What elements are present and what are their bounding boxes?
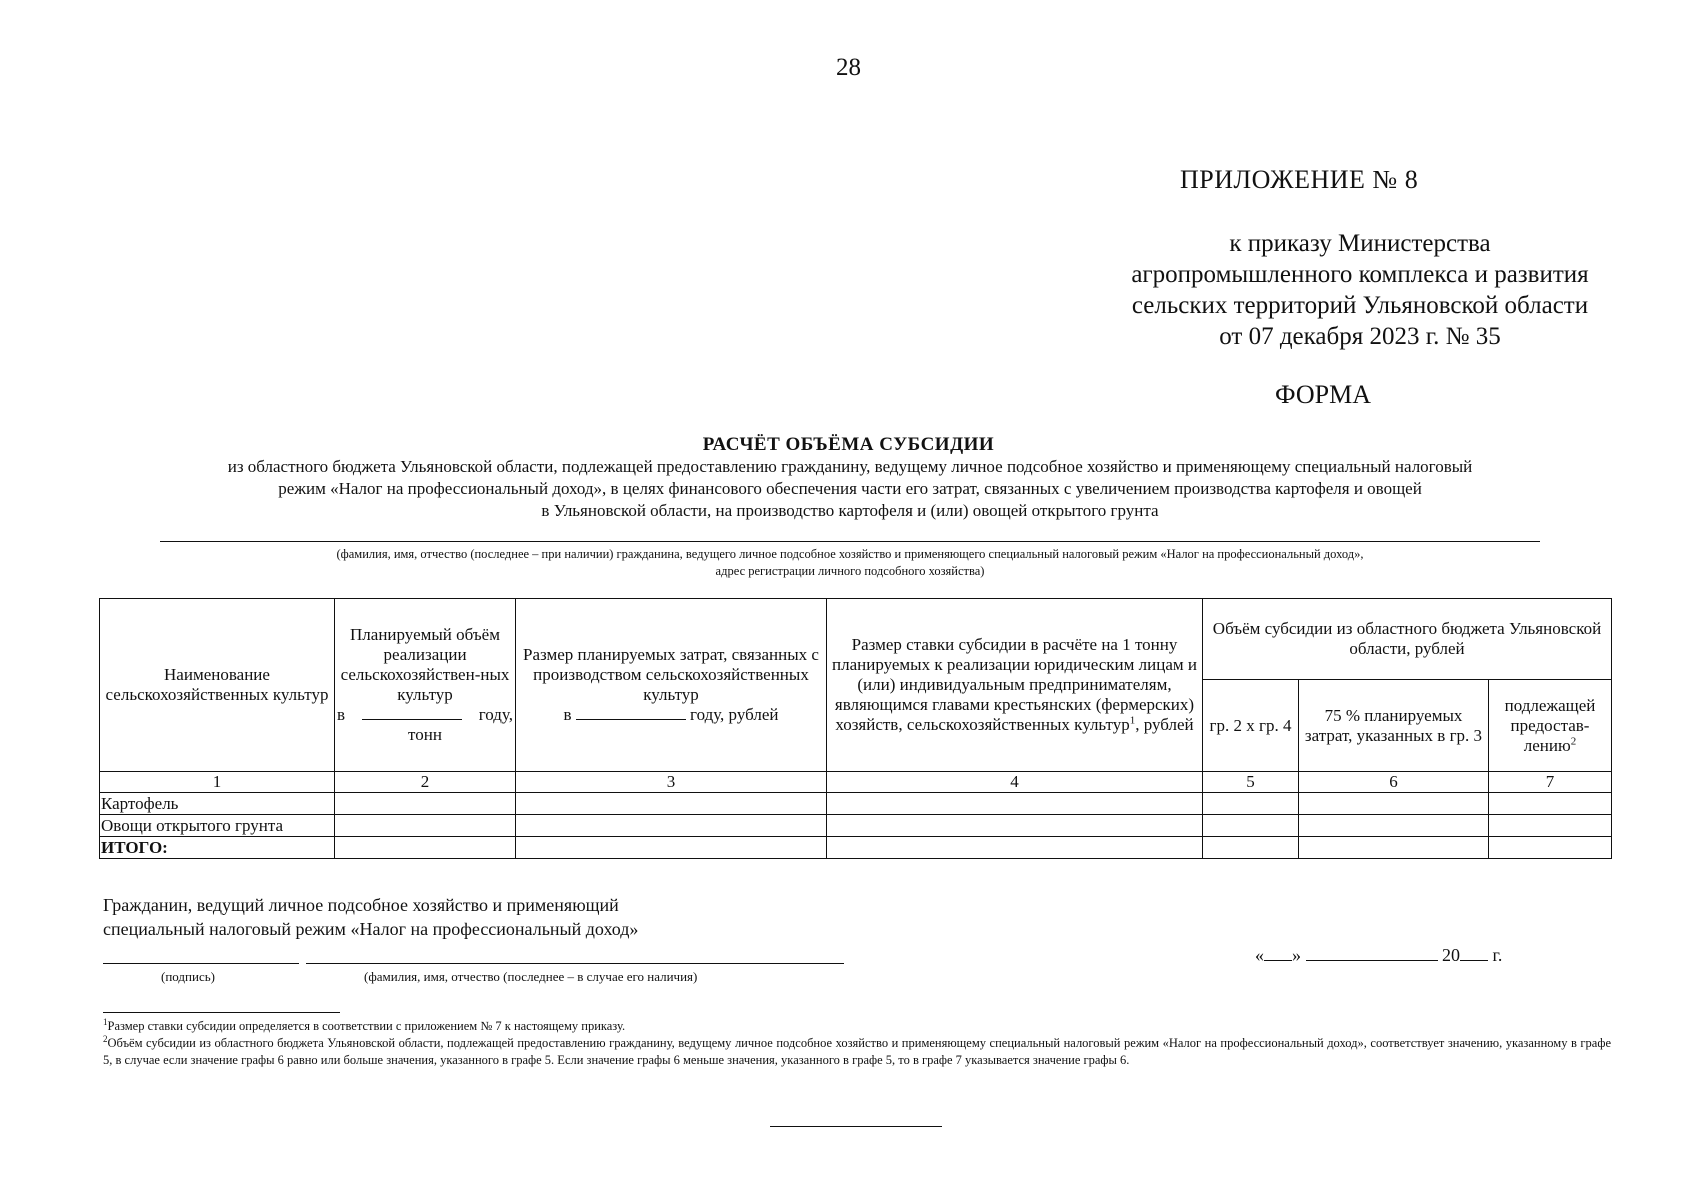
document-subtitle [80,456,1620,522]
column-number: 2 [335,772,516,793]
footnote-mark: 1 [103,1016,108,1027]
table-cell[interactable] [516,837,827,859]
header-crop-name [100,599,335,772]
table-cell[interactable] [1203,793,1299,815]
date-month-blank[interactable] [1306,946,1438,961]
header-crop-name-text: Наименование сельскохозяйственных культур [105,665,329,704]
footnote [103,1018,1611,1035]
table-cell[interactable] [335,815,516,837]
form-label: ФОРМА [1275,380,1371,409]
calculation-table [99,598,1612,859]
table-cell[interactable] [1489,837,1612,859]
column-number: 7 [1489,772,1612,793]
header-subsidy-volume-text: Объём субсидии из областного бюджета Ульяновской области, рублей [1212,619,1602,658]
table-cell[interactable] [1299,815,1489,837]
header-subsidy-rate [827,599,1203,772]
row-name: Овощи открытого грунта [100,815,335,837]
caption-line: (фамилия, имя, отчество (последнее – при наличии) гражданина, ведущего личное подсобное хозяйство и применяющего специальный налоговый режим «Налог на профессиональный доход», [336,547,1364,561]
year-blank [576,705,686,720]
footnote-mark: 2 [103,1033,108,1044]
table-cell[interactable] [335,793,516,815]
row-name: Картофель [100,793,335,815]
end-separator [770,1126,942,1127]
name-fill-line[interactable] [306,963,844,964]
table-cell[interactable] [1203,815,1299,837]
year-suffix: году, рублей [690,705,779,724]
order-ref-line: сельских территорий Ульяновской области [1131,292,1589,319]
page-number: 28 [836,54,861,81]
header-col5 [1203,680,1299,772]
column-number: 1 [100,772,335,793]
header-planned-volume [335,599,516,772]
footnote [103,1035,1611,1069]
table-cell[interactable] [1489,793,1612,815]
caption-line: адрес регистрации личного подсобного хозяйства) [715,564,985,578]
header-planned-costs [516,599,827,772]
table-cell[interactable] [1299,793,1489,815]
signature-caption: (подпись) [161,969,215,984]
header-planned-volume-text: Планируемый объём реализации сельскохозяйствен-ных культур [340,625,510,704]
table-cell[interactable] [1489,815,1612,837]
order-reference [1030,228,1690,352]
table-row [100,815,1612,837]
header-planned-costs-text: Размер планируемых затрат, связанных с производством сельскохозяйственных культур [523,645,819,704]
header-subsidy-volume [1203,599,1612,680]
order-ref-line: к приказу Министерства [1229,230,1491,257]
name-caption: (фамилия, имя, отчество (последнее – в случае его наличия) [364,969,698,984]
signature-fill-line[interactable] [103,963,299,964]
table-cell[interactable] [827,793,1203,815]
header-subsidy-rate-text: Размер ставки субсидии в расчёте на 1 тонну планируемых к реализации юридическим лицам и (или) индивидуальным предпринимателям, являющимся главами крестьянских (фермерских) хозяйств, сельскохозяйственных культур [832,635,1197,734]
footnote-text: Размер ставки субсидии определяется в соответствии с приложением № 7 к настоящему приказу. [107,1019,626,1033]
header-col7 [1489,680,1612,772]
applicant-fill-caption [140,546,1560,580]
date-year-suffix: г. [1492,945,1503,965]
column-number-row [100,772,1612,793]
table-cell[interactable] [516,815,827,837]
date-field [1255,945,1502,966]
subtitle-line: в Ульяновской области, на производство картофеля и (или) овощей открытого грунта [541,501,1159,520]
total-row [100,837,1612,859]
date-day-blank[interactable] [1264,946,1292,961]
applicant-fill-line[interactable] [160,541,1540,542]
footnotes [103,1018,1611,1069]
year-prefix: в [337,705,346,724]
header-col6 [1299,680,1489,772]
year-blank [362,705,462,720]
signature-statement [103,893,638,941]
footnote-mark: 1 [1129,714,1136,727]
footnote-separator [103,1012,340,1013]
header-planned-volume-year [337,705,513,725]
header-planned-costs-year [518,705,824,725]
subtitle-line: из областного бюджета Ульяновской области, подлежащей предоставлению гражданину, ведущему личное подсобное хозяйство и применяющему специальный налоговый [227,457,1473,476]
order-ref-line: от 07 декабря 2023 г. № 35 [1219,323,1501,350]
column-number: 5 [1203,772,1299,793]
header-subsidy-rate-unit: , рублей [1135,715,1194,734]
subtitle-line: режим «Налог на профессиональный доход», в целях финансового обеспечения части его затрат, связанных с увеличением производства картофеля и овощей [278,479,1422,498]
header-col5-text: гр. 2 х гр. 4 [1209,715,1292,735]
date-quote-close: » [1292,945,1301,965]
total-label: ИТОГО: [100,837,335,859]
table-cell[interactable] [827,815,1203,837]
table-cell[interactable] [516,793,827,815]
date-year-prefix: 20 [1442,945,1460,965]
footnote-mark: 2 [1570,734,1577,747]
signature-line: Гражданин, ведущий личное подсобное хозяйство и применяющий [103,895,619,915]
header-col6-text: 75 % планируемых затрат, указанных в гр. 3 [1304,705,1483,745]
order-ref-line: агропромышленного комплекса и развития [1131,261,1589,288]
date-quote-open: « [1255,945,1264,965]
table-cell[interactable] [335,837,516,859]
date-year-blank[interactable] [1460,946,1488,961]
year-suffix: году, [478,705,513,724]
footnote-text: Объём субсидии из областного бюджета Ульяновской области, подлежащей предоставлению гражданину, ведущему личное подсобное хозяйство и применяющему специальный налоговый режим «Налог на профессиональный доход», соответствует значению, указанному в графе 5, в случае если значение графы 6 равно или больше значения, указанного в графе 5. Если значение графы 6 меньше значения, указанного в графе 5, то в графе 7 указывается значение графы 6. [103,1036,1611,1067]
document-title: РАСЧЁТ ОБЪЁМА СУБСИДИИ [702,434,995,455]
table-cell[interactable] [1299,837,1489,859]
signature-line: специальный налоговый режим «Налог на профессиональный доход» [103,919,639,939]
table-cell[interactable] [827,837,1203,859]
header-planned-volume-unit: тонн [408,725,442,744]
column-number: 6 [1299,772,1489,793]
table-row [100,793,1612,815]
header-col7-text: подлежащей предостав-лению [1504,695,1596,755]
column-number: 4 [827,772,1203,793]
column-number: 3 [516,772,827,793]
table-cell[interactable] [1203,837,1299,859]
year-prefix: в [563,705,572,724]
appendix-title: ПРИЛОЖЕНИЕ № 8 [1180,165,1419,194]
